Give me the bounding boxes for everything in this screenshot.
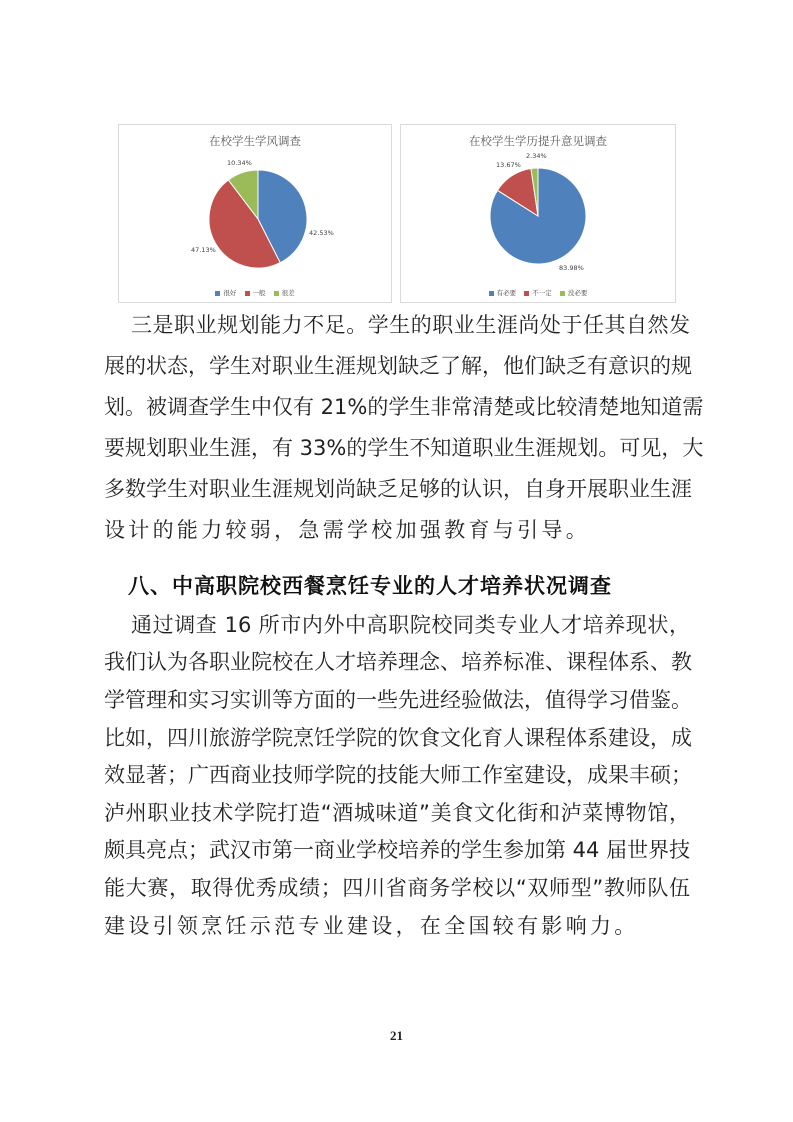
- pie-chart-study-style: [118, 124, 392, 303]
- legend-item: [524, 288, 552, 297]
- data-label: 83.98%: [559, 264, 584, 272]
- legend-swatch: [524, 291, 529, 296]
- legend-label: 不一定: [532, 289, 552, 297]
- legend-item: [215, 288, 236, 297]
- legend-item: [274, 288, 295, 297]
- text-line: 学管理和实习实训等方面的一些先进经验做法，值得学习借鉴。: [104, 688, 692, 712]
- legend-label: 没必要: [567, 289, 588, 297]
- text-line: 能大赛，取得优秀成绩；四川省商务学校以“双师型”教师队伍: [104, 876, 690, 900]
- text-line: 要规划职业生涯，有 33%的学生不知道职业生涯规划。可见，大: [104, 436, 704, 460]
- chart-legend: [401, 288, 675, 297]
- text-line: 通过调查 16 所市内外中高职院校同类专业人才培养现状，: [131, 613, 690, 637]
- text-line: 多数学生对职业生涯规划尚缺乏足够的认识，自身开展职业生涯: [104, 477, 692, 501]
- text-line: 我们认为各职业院校在人才培养理念、培养标准、课程体系、教: [104, 650, 692, 674]
- chart-title: 在校学生学历提升意见调查: [469, 134, 607, 148]
- chart-title: 在校学生学风调查: [209, 134, 301, 148]
- legend-label: 很好: [223, 289, 237, 297]
- legend-swatch: [274, 291, 279, 296]
- legend-swatch: [245, 291, 250, 296]
- text-line: 泸州职业技术学院打造“酒城味道”美食文化街和泸菜博物馆，: [104, 801, 690, 825]
- legend-swatch: [215, 291, 220, 296]
- section-heading: 八、中高职院校西餐烹饪专业的人才培养状况调查: [128, 573, 612, 598]
- chart-legend: [119, 288, 391, 297]
- legend-item: [245, 288, 266, 297]
- text-line: 三是职业规划能力不足。学生的职业生涯尚处于任其自然发: [131, 313, 690, 337]
- text-line: 展的状态，学生对职业生涯规划缺乏了解，他们缺乏有意识的规: [104, 354, 692, 378]
- data-label: 47.13%: [191, 246, 216, 254]
- data-label: 42.53%: [309, 229, 334, 237]
- text-line: 效显著；广西商业技师学院的技能大师工作室建设，成果丰硕；: [104, 763, 692, 787]
- legend-label: 很差: [281, 289, 295, 297]
- text-line: 颇具亮点；武汉市第一商业学校培养的学生参加第 44 届世界技: [104, 838, 691, 862]
- data-label: 2.34%: [526, 152, 547, 160]
- page-number: 21: [390, 1028, 403, 1043]
- data-label: 13.67%: [496, 161, 521, 169]
- legend-item: [489, 288, 517, 297]
- legend-swatch: [560, 291, 565, 296]
- pie-chart-degree-upgrade: [400, 124, 676, 303]
- text-line: 比如，四川旅游学院烹饪学院的饮食文化育人课程体系建设，成: [104, 726, 692, 750]
- legend-swatch: [489, 291, 494, 296]
- pie-chart-svg: [119, 125, 391, 302]
- text-line: 划。被调查学生中仅有 21%的学生非常清楚或比较清楚地知道需: [104, 395, 704, 419]
- legend-label: 一般: [252, 289, 266, 297]
- data-label: 10.34%: [227, 159, 252, 167]
- legend-label: 有必要: [496, 289, 517, 297]
- legend-item: [560, 288, 588, 297]
- text-line: 设计的能力较弱，急需学校加强教育与引导。: [104, 518, 590, 542]
- text-line: 建设引领烹饪示范专业建设，在全国较有影响力。: [104, 914, 639, 938]
